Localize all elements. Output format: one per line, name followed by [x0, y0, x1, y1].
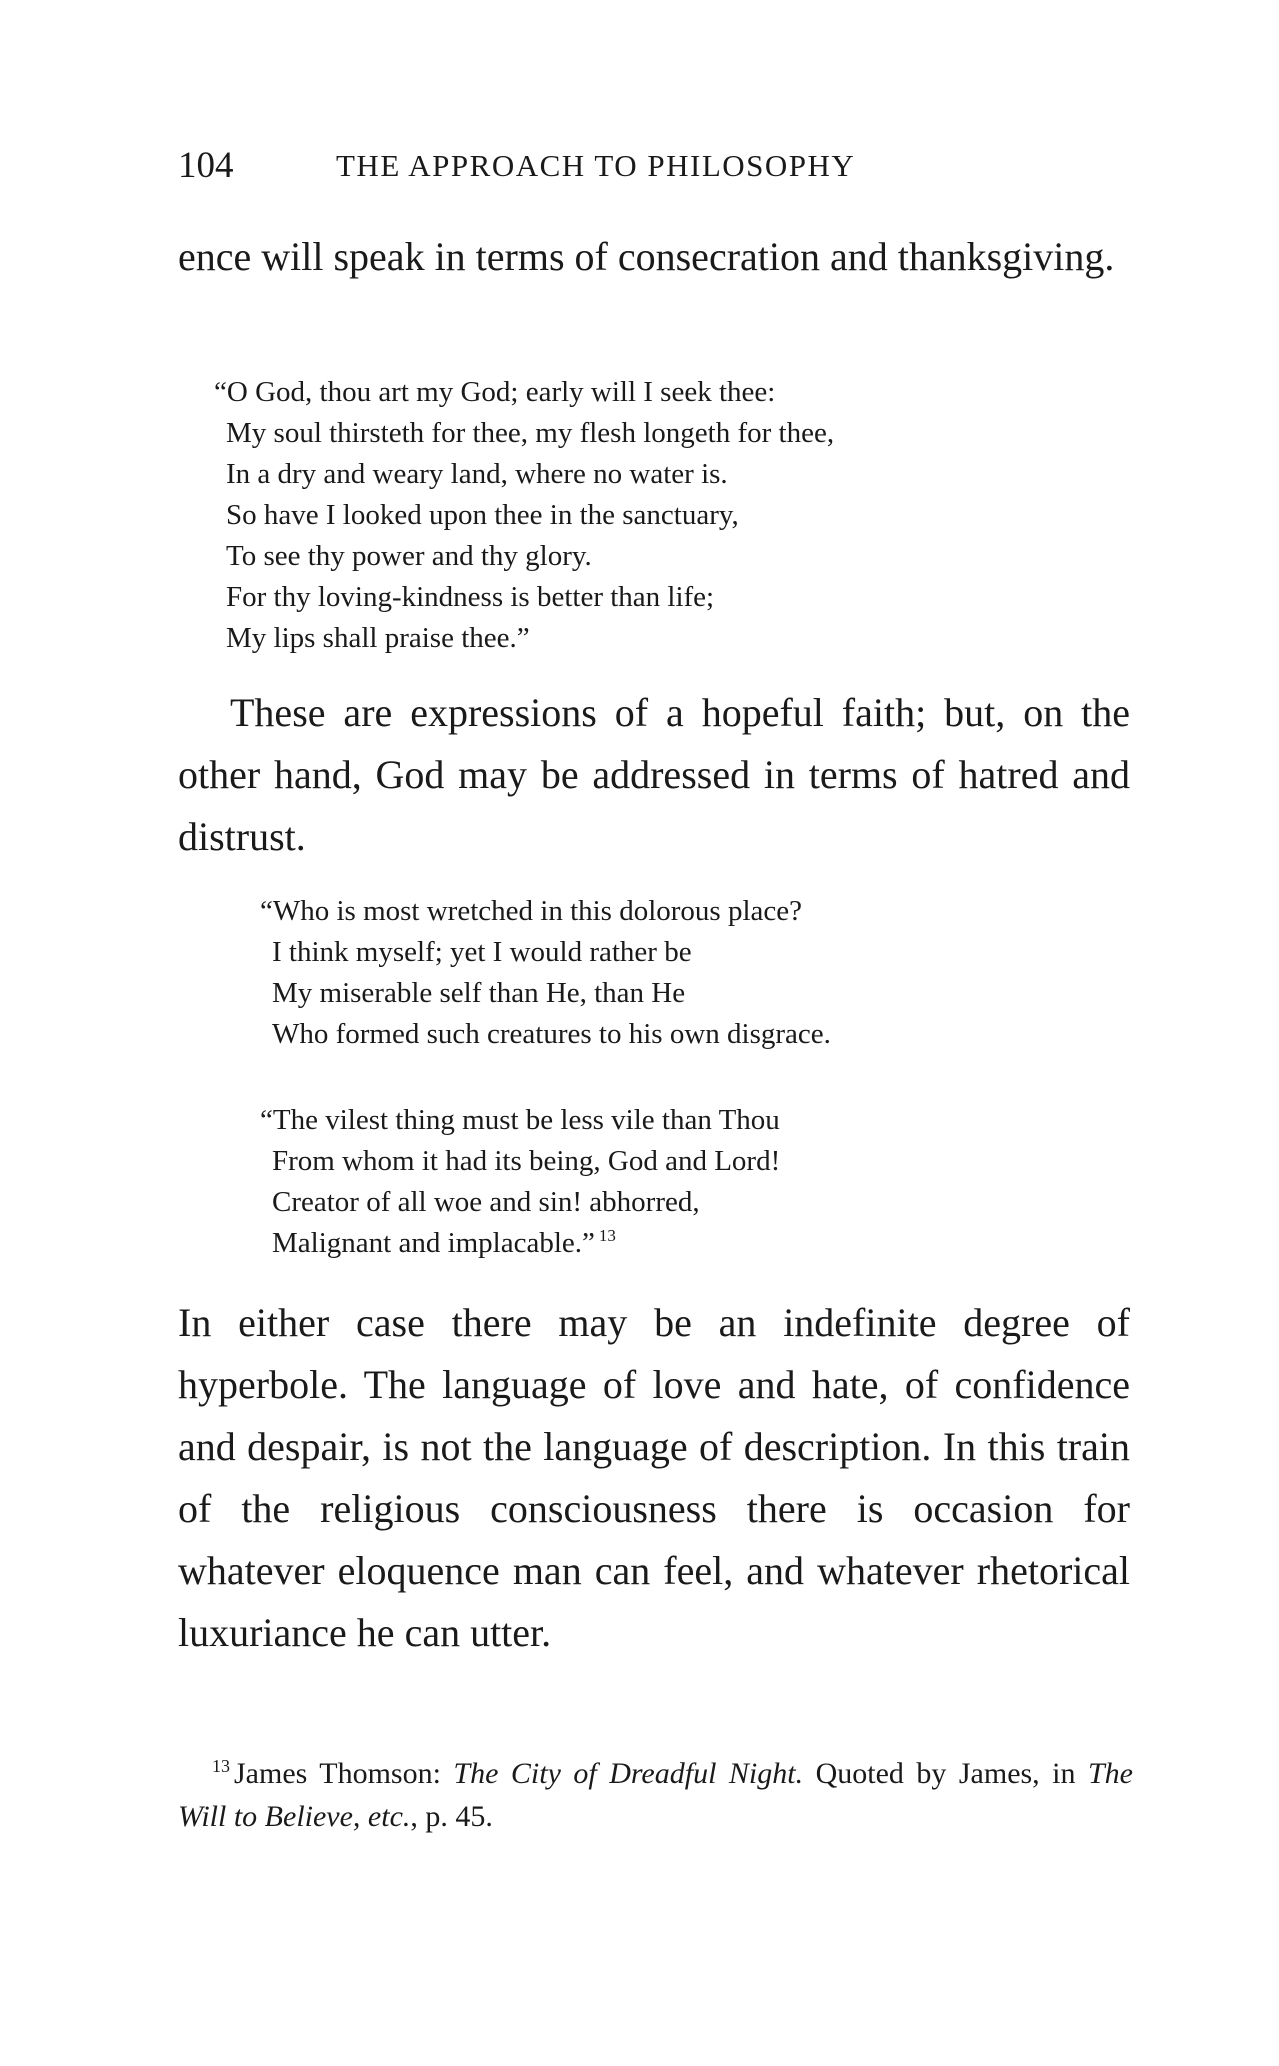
footnote-reference: 13: [598, 1226, 616, 1246]
thomson-stanza-1: [260, 891, 831, 1055]
verse-line: My lips shall praise thee.”: [226, 622, 530, 654]
verse-line: “The vilest thing must be less vile than Thou: [260, 1104, 780, 1136]
footnote: [178, 1752, 1133, 1838]
paragraph-continued: ence will speak in terms of consecration and thanksgiving.: [178, 234, 1115, 279]
verse-line: [272, 1223, 780, 1264]
running-title: THE APPROACH TO PHILOSOPHY: [336, 148, 856, 183]
verse-line: “Who is most wretched in this dolorous place?: [260, 895, 803, 927]
paragraph-hopeful-faith: These are expressions of a hopeful faith; but, on the other hand, God may be addressed in terms of hatred and distrust.: [178, 690, 1130, 859]
paragraph-hyperbole: In either case there may be an indefinite degree of hyperbole. The language of love and hate, of confidence and despair, is not the language of description. In this train of the religious consciousness there is occasion for whatever eloquence man can feel, and whatever rhetorical luxuriance he can utter.: [178, 1300, 1130, 1655]
verse-line: For thy loving-kindness is better than life;: [226, 581, 715, 613]
verse-line: To see thy power and thy glory.: [226, 540, 592, 572]
footnote-end: , p. 45.: [410, 1800, 493, 1833]
thomson-stanza-2: [260, 1100, 781, 1264]
verse-line: Who formed such creatures to his own disgrace.: [272, 1018, 831, 1050]
verse-line: My miserable self than He, than He: [272, 977, 686, 1009]
verse-line: Creator of all woe and sin! abhorred,: [272, 1186, 700, 1218]
footnote-title-2: The Will to Believe, etc.: [178, 1757, 1133, 1833]
psalm-quotation: [214, 372, 835, 659]
running-head: [178, 144, 1178, 184]
verse-line-text: Malignant and implacable.”: [272, 1227, 595, 1259]
footnote-mark: 13: [212, 1756, 230, 1776]
verse-line: In a dry and weary land, where no water is.: [226, 458, 728, 490]
verse-line: “O God, thou art my God; early will I seek thee:: [214, 376, 776, 408]
verse-line: My soul thirsteth for thee, my flesh longeth for thee,: [226, 417, 835, 449]
footnote-author: James Thomson:: [234, 1757, 454, 1790]
footnote-title-1: The City of Dreadful Night.: [453, 1757, 804, 1790]
page-number: 104: [178, 145, 234, 186]
verse-line: So have I looked upon thee in the sanctuary,: [226, 499, 739, 531]
verse-line: I think myself; yet I would rather be: [272, 936, 692, 968]
verse-line: From whom it had its being, God and Lord!: [272, 1145, 781, 1177]
footnote-middle: Quoted by James, in: [803, 1757, 1088, 1790]
